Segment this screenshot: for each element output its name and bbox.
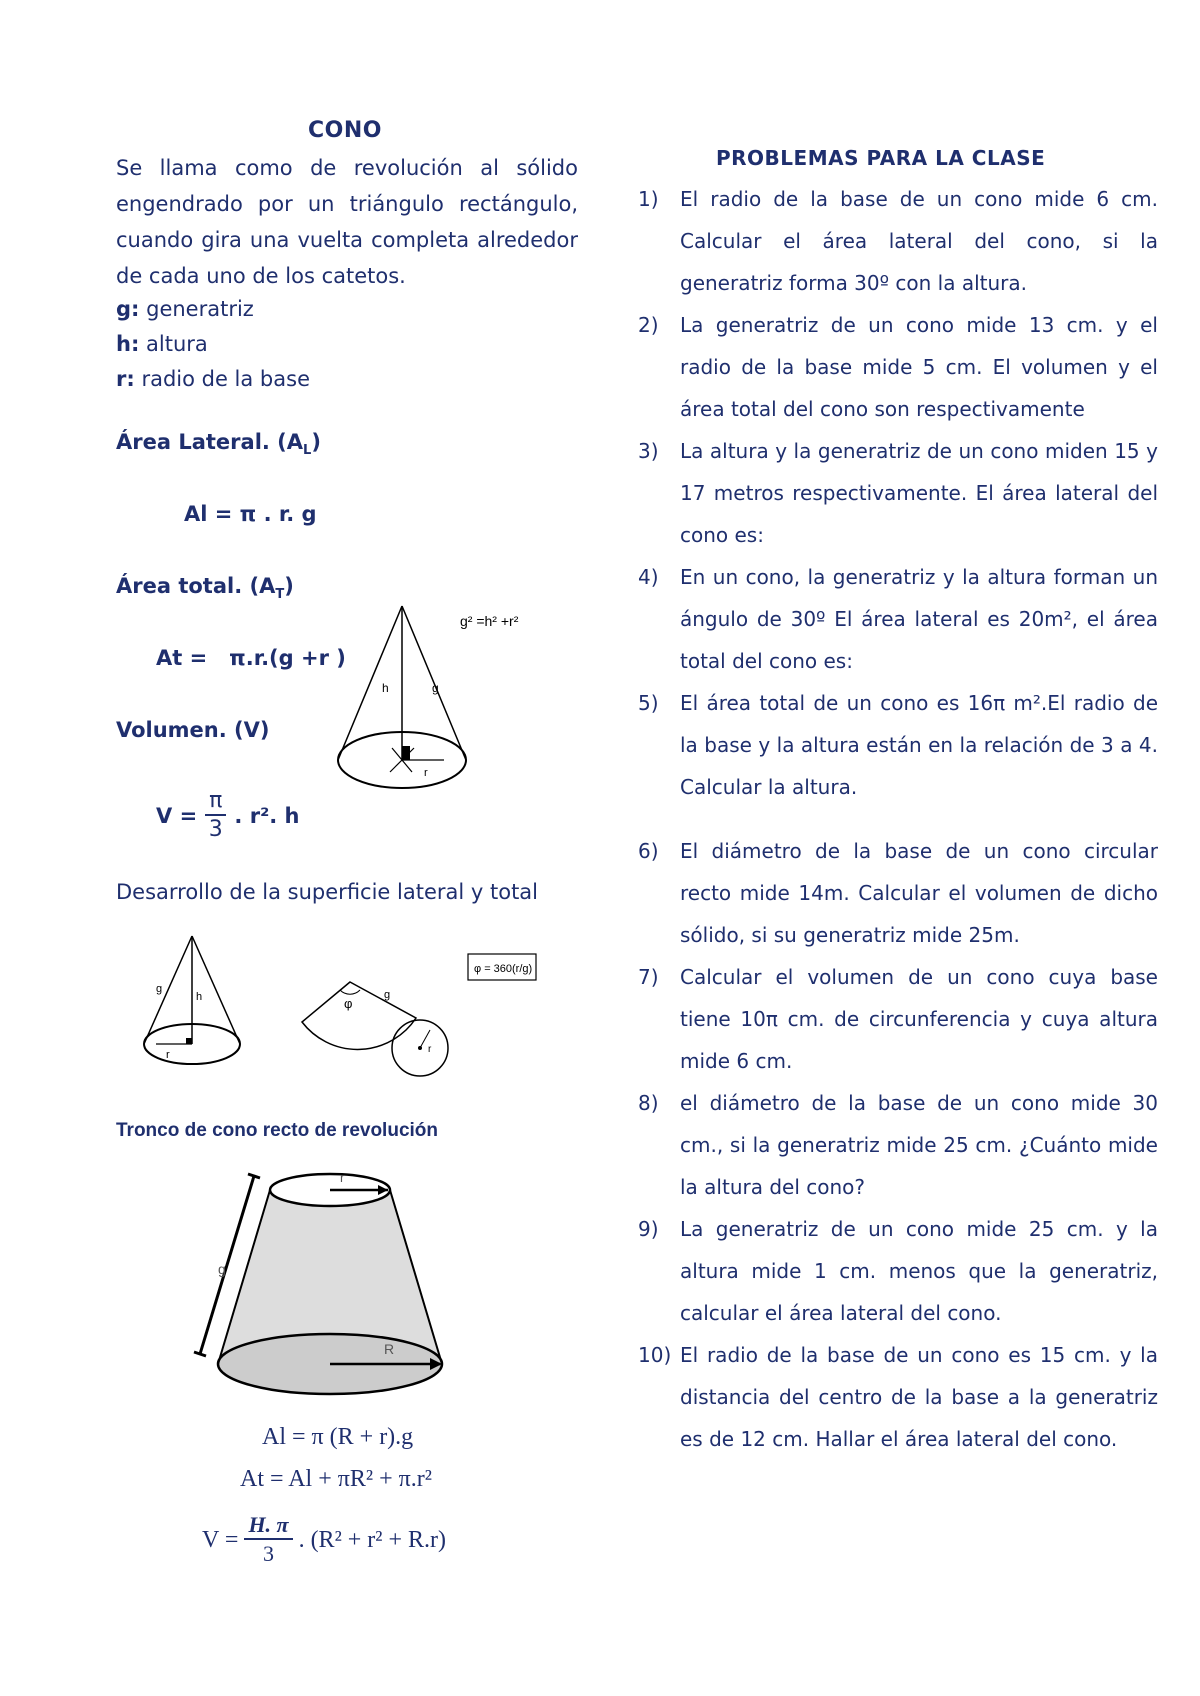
area-lateral-formula: Al = π . r. g — [184, 502, 317, 526]
problem-item: 1) El radio de la base de un cono mide 6 cm. Calcular el área lateral del cono, si la generatriz forma 30º con la altura. — [638, 187, 1158, 295]
cone-diagram — [320, 598, 580, 798]
svg-text:g: g — [384, 989, 391, 1001]
cone-relation: g² =h² +r² — [460, 613, 519, 629]
development-diagram — [130, 930, 550, 1090]
problem-item: 2) La generatriz de un cono mide 13 cm. y el radio de la base mide 5 cm. El volumen y el área total del cono son respectivamente — [638, 313, 1158, 421]
tronco-v-fraction: $\frac{H. \pi}{3}$ — [244, 1512, 292, 1568]
svg-text:r: r — [166, 1049, 170, 1061]
problem-item: 3) La altura y la generatriz de un cono miden 15 y 17 metros respectivamente. El área lateral del cono es: — [638, 439, 1158, 547]
problems-list — [638, 178, 1158, 1460]
phi-formula: φ = 360(r/g) — [474, 963, 533, 975]
tronco-title: Tronco de cono recto de revolución — [116, 1120, 438, 1141]
frustum-diagram — [190, 1160, 500, 1400]
problem-item: 10) El radio de la base de un cono es 15 cm. y la distancia del centro de la base a la generatriz es de 12 cm. Hallar el área lateral del cono. — [638, 1343, 1158, 1451]
svg-text:r: r — [428, 1044, 432, 1055]
definitions-list — [116, 292, 310, 397]
problem-item: 8) el diámetro de la base de un cono mide 30 cm., si la generatriz mide 25 cm. ¿Cuánto mide la altura del cono? — [638, 1091, 1158, 1199]
svg-text:R: R — [384, 1341, 395, 1357]
svg-text:g: g — [218, 1261, 226, 1277]
svg-text:r: r — [340, 1170, 345, 1185]
page-title: CONO — [308, 118, 382, 143]
area-total-formula: At = π.r.(g +r ) — [156, 646, 346, 670]
svg-text:h: h — [196, 991, 203, 1003]
volumen-heading: Volumen. (V) — [116, 718, 270, 742]
definition-h: h: altura — [116, 332, 208, 356]
tronco-al-formula: Al = π (R + r).g — [262, 1424, 414, 1450]
desarrollo-heading: Desarrollo de la superficie lateral y total — [116, 880, 539, 904]
volumen-fraction: $\frac{\pi}{3}$ — [205, 788, 226, 844]
cone-h-label: h — [382, 681, 389, 695]
svg-text:g: g — [156, 983, 163, 995]
problem-item: 9) La generatriz de un cono mide 25 cm. y la altura mide 1 cm. menos que la generatriz, calcular el área lateral del cono. — [638, 1217, 1158, 1325]
volumen-formula: V = $\frac{\pi}{3}$ . r². h — [156, 788, 300, 842]
area-lateral-heading: Área Lateral. $(A_L)$ — [116, 430, 321, 459]
problem-item: 7) Calcular el volumen de un cono cuya base tiene 10π cm. de circunferencia y cuya altura mide 6 cm. — [638, 965, 1158, 1073]
tronco-at-formula: At = Al + πR² + π.r² — [240, 1466, 432, 1492]
problem-item: 6) El diámetro de la base de un cono circular recto mide 14m. Calcular el volumen de dicho sólido, si su generatriz mide 25m. — [638, 839, 1158, 947]
problems-title: PROBLEMAS PARA LA CLASE — [716, 146, 1046, 170]
tronco-v-formula: V = $\frac{H. \pi}{3}$ . (R² + r² + R.r) — [202, 1512, 447, 1566]
svg-text:φ: φ — [344, 996, 353, 1011]
area-total-heading: Área total. $(A_T)$ — [116, 574, 294, 603]
definition-r: r: radio de la base — [116, 367, 310, 391]
intro-paragraph: Se llama como de revolución al sólido engendrado por un triángulo rectángulo, cuando gira una vuelta completa alrededor de cada uno de los catetos. — [116, 156, 578, 288]
problem-item: 4) En un cono, la generatriz y la altura forman un ángulo de 30º El área lateral es 20m², el área total del cono es: — [638, 565, 1158, 673]
definition-g: g: generatriz — [116, 297, 254, 321]
cone-r-label: r — [424, 767, 428, 779]
cone-g-label: g — [432, 681, 439, 695]
problem-item: 5) El área total de un cono es 16π m².El radio de la base y la altura están en la relación de 3 a 4. Calcular la altura. — [638, 691, 1158, 799]
